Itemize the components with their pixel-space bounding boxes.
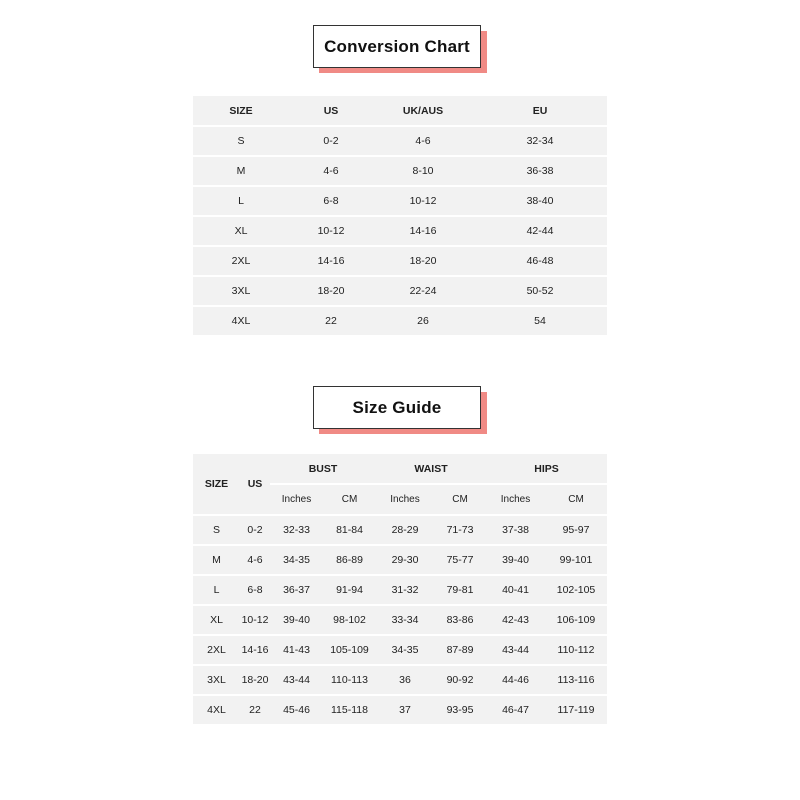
table-cell: M	[193, 546, 240, 574]
table-cell: 4XL	[193, 696, 240, 724]
table-row	[193, 187, 607, 215]
table-cell: 98-102	[323, 606, 376, 634]
table-cell: 33-34	[376, 606, 434, 634]
table-cell: 83-86	[434, 606, 486, 634]
table-row	[193, 546, 607, 574]
table-cell: 93-95	[434, 696, 486, 724]
table-cell: 43-44	[270, 666, 323, 694]
table-cell: 29-30	[376, 546, 434, 574]
table-row	[193, 606, 607, 634]
table-cell: 2XL	[193, 636, 240, 664]
table-cell: 71-73	[434, 516, 486, 544]
table-cell: 43-44	[486, 636, 545, 664]
table-cell: 34-35	[376, 636, 434, 664]
table-cell: XL	[193, 606, 240, 634]
table-cell: 113-116	[545, 666, 607, 694]
table-row	[193, 127, 607, 155]
guide-header-us: US	[240, 454, 270, 514]
table-row	[193, 696, 607, 724]
table-cell: 37	[376, 696, 434, 724]
table-cell: 4-6	[289, 157, 373, 185]
table-cell: 10-12	[240, 606, 270, 634]
table-cell: 87-89	[434, 636, 486, 664]
table-cell: 3XL	[193, 666, 240, 694]
table-cell: 6-8	[240, 576, 270, 604]
guide-subheader-hips-inches: Inches	[486, 485, 545, 514]
table-cell: 106-109	[545, 606, 607, 634]
table-row	[193, 247, 607, 275]
table-cell: 110-112	[545, 636, 607, 664]
table-cell: 90-92	[434, 666, 486, 694]
table-cell: 79-81	[434, 576, 486, 604]
size-guide-table	[193, 452, 607, 726]
table-row	[193, 217, 607, 245]
guide-subheader-waist-cm: CM	[434, 485, 486, 514]
table-cell: 31-32	[376, 576, 434, 604]
table-cell: 18-20	[240, 666, 270, 694]
table-cell: 3XL	[193, 277, 289, 305]
guide-header-bust: BUST	[270, 454, 376, 483]
table-cell: 39-40	[486, 546, 545, 574]
table-cell: 28-29	[376, 516, 434, 544]
table-cell: S	[193, 516, 240, 544]
conversion-table	[193, 94, 607, 337]
table-cell: 46-47	[486, 696, 545, 724]
table-cell: 36	[376, 666, 434, 694]
table-cell: 46-48	[473, 247, 607, 275]
table-cell: 36-37	[270, 576, 323, 604]
table-row	[193, 277, 607, 305]
table-cell: 105-109	[323, 636, 376, 664]
table-cell: XL	[193, 217, 289, 245]
table-cell: 81-84	[323, 516, 376, 544]
table-cell: 75-77	[434, 546, 486, 574]
guide-subheader-waist-inches: Inches	[376, 485, 434, 514]
table-row	[193, 307, 607, 335]
table-cell: 91-94	[323, 576, 376, 604]
table-cell: 117-119	[545, 696, 607, 724]
guide-header-size: SIZE	[193, 454, 240, 514]
size-guide-title: Size Guide	[313, 386, 481, 429]
table-cell: 14-16	[289, 247, 373, 275]
table-cell: L	[193, 576, 240, 604]
table-row	[193, 157, 607, 185]
conversion-header-size: SIZE	[193, 96, 289, 125]
table-cell: 42-44	[473, 217, 607, 245]
guide-header-hips: HIPS	[486, 454, 607, 483]
table-row	[193, 666, 607, 694]
conversion-header-uk-aus: UK/AUS	[373, 96, 473, 125]
table-cell: 10-12	[289, 217, 373, 245]
table-cell: 54	[473, 307, 607, 335]
table-cell: 14-16	[240, 636, 270, 664]
table-cell: 22	[289, 307, 373, 335]
table-cell: 0-2	[289, 127, 373, 155]
table-cell: 10-12	[373, 187, 473, 215]
table-cell: 36-38	[473, 157, 607, 185]
table-cell: 102-105	[545, 576, 607, 604]
table-cell: 18-20	[289, 277, 373, 305]
guide-subheader-hips-cm: CM	[545, 485, 607, 514]
conversion-header-us: US	[289, 96, 373, 125]
table-cell: M	[193, 157, 289, 185]
table-cell: L	[193, 187, 289, 215]
table-cell: 37-38	[486, 516, 545, 544]
guide-header-waist: WAIST	[376, 454, 486, 483]
table-cell: 40-41	[486, 576, 545, 604]
conversion-header-row	[193, 96, 607, 125]
table-cell: S	[193, 127, 289, 155]
guide-subheader-bust-cm: CM	[323, 485, 376, 514]
table-cell: 34-35	[270, 546, 323, 574]
table-cell: 0-2	[240, 516, 270, 544]
table-cell: 6-8	[289, 187, 373, 215]
table-cell: 4-6	[373, 127, 473, 155]
table-cell: 2XL	[193, 247, 289, 275]
table-cell: 32-34	[473, 127, 607, 155]
table-cell: 22-24	[373, 277, 473, 305]
table-cell: 86-89	[323, 546, 376, 574]
table-cell: 41-43	[270, 636, 323, 664]
table-cell: 95-97	[545, 516, 607, 544]
guide-subheader-bust-inches: Inches	[270, 485, 323, 514]
table-cell: 8-10	[373, 157, 473, 185]
table-cell: 110-113	[323, 666, 376, 694]
table-cell: 38-40	[473, 187, 607, 215]
table-cell: 50-52	[473, 277, 607, 305]
table-row	[193, 576, 607, 604]
table-cell: 45-46	[270, 696, 323, 724]
table-cell: 32-33	[270, 516, 323, 544]
table-cell: 4-6	[240, 546, 270, 574]
table-cell: 44-46	[486, 666, 545, 694]
table-cell: 115-118	[323, 696, 376, 724]
table-cell: 26	[373, 307, 473, 335]
table-row	[193, 516, 607, 544]
table-cell: 22	[240, 696, 270, 724]
conversion-header-eu: EU	[473, 96, 607, 125]
table-cell: 14-16	[373, 217, 473, 245]
table-row	[193, 636, 607, 664]
table-cell: 4XL	[193, 307, 289, 335]
table-cell: 18-20	[373, 247, 473, 275]
guide-group-header-row	[193, 454, 607, 483]
table-cell: 39-40	[270, 606, 323, 634]
conversion-chart-title: Conversion Chart	[313, 25, 481, 68]
table-cell: 99-101	[545, 546, 607, 574]
table-cell: 42-43	[486, 606, 545, 634]
